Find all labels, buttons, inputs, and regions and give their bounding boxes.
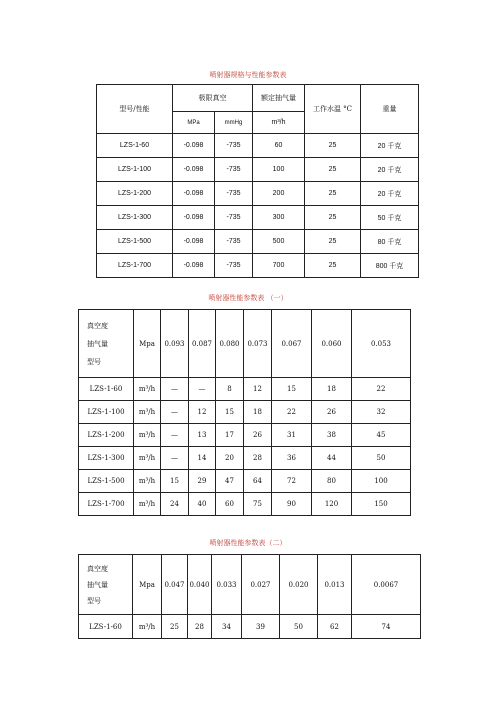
table-cell: 8 [216,378,244,401]
table-cell: 90 [272,493,312,516]
table-cell: 150 [352,493,411,516]
pressure-header: 0.093 [161,310,189,378]
table-cell: 72 [272,470,312,493]
table-cell: 20 [216,447,244,470]
performance-table-2 [78,554,421,639]
table-cell: -0.098 [173,230,215,254]
table-cell: 25 [305,206,361,230]
table-cell: 14 [189,447,216,470]
pressure-header: 0.080 [216,310,244,378]
table-cell: -0.098 [173,158,215,182]
table-cell: -0.098 [173,206,215,230]
pressure-header: 0.020 [280,555,318,615]
table-cell: LZS-1-700 [79,493,134,516]
table-cell: 64 [244,470,272,493]
pressure-header: 0.033 [212,555,242,615]
table-cell: m³/h [134,378,161,401]
table-cell: 18 [312,378,352,401]
header-mpa: MPa [173,112,215,134]
table-cell: 20 千克 [361,158,419,182]
table-cell: 20 千克 [361,182,419,206]
table-row [97,254,419,278]
header-vacuum: 极限真空 [173,85,253,112]
pressure-header: 0.067 [272,310,312,378]
pressure-header: 0.027 [242,555,280,615]
pressure-header: 0.060 [312,310,352,378]
table-cell: 25 [305,158,361,182]
corner-vacuum: 真空度 [87,321,108,330]
table-cell: LZS-1-200 [79,424,134,447]
table-cell: LZS-1-700 [97,254,173,278]
table-cell: 15 [216,401,244,424]
table-cell: 39 [242,615,280,639]
table-cell: — [161,401,189,424]
corner-model: 型号 [87,596,101,605]
table-cell: 25 [162,615,188,639]
corner-model: 型号 [87,357,101,366]
table-row [97,134,419,158]
table-cell: -735 [215,230,253,254]
table-row [79,470,411,493]
table-cell: LZS-1-100 [79,401,134,424]
table-cell: 17 [216,424,244,447]
table-row [97,158,419,182]
pressure-header: 0.0067 [352,555,421,615]
table-cell: LZS-1-60 [79,378,134,401]
corner-cell [79,555,133,615]
table-cell: 50 [280,615,318,639]
corner-vacuum: 真空度 [87,564,108,573]
table-cell: m³/h [134,401,161,424]
table-cell: 28 [188,615,212,639]
table-cell: 36 [272,447,312,470]
table-cell: 200 [253,182,305,206]
table-cell: -735 [215,206,253,230]
table-cell: 74 [352,615,421,639]
table-cell: -0.098 [173,182,215,206]
table2-title: 喷射器性能参数表 （一） [208,294,288,302]
table-cell: -0.098 [173,134,215,158]
table-cell: 120 [312,493,352,516]
table3-title: 喷射器性能参数表（二） [209,539,287,547]
table-cell: LZS-1-200 [97,182,173,206]
table-cell: 500 [253,230,305,254]
table-cell: LZS-1-500 [97,230,173,254]
table-cell: 60 [216,493,244,516]
table-cell: 29 [189,470,216,493]
table-cell: LZS-1-60 [97,134,173,158]
table-cell: 25 [305,134,361,158]
table-cell: 34 [212,615,242,639]
table-cell: 18 [244,401,272,424]
table-row [97,230,419,254]
table-cell: 15 [161,470,189,493]
table-cell: 75 [244,493,272,516]
table-row [79,447,411,470]
table-row [97,182,419,206]
table-cell: 22 [352,378,411,401]
corner-flow: 抽气量 [87,339,108,348]
header-model: 型号/性能 [97,85,173,134]
table-cell: 62 [318,615,352,639]
table-cell: -735 [215,182,253,206]
table-cell: 32 [352,401,411,424]
pressure-header: 0.073 [244,310,272,378]
table-cell: 28 [244,447,272,470]
table-cell: 80 [312,470,352,493]
table-cell: LZS-1-60 [79,615,133,639]
table-cell: 47 [216,470,244,493]
table-cell: m³/h [133,615,162,639]
table-row [79,378,411,401]
table-row [97,206,419,230]
unit-header: Mpa [133,555,162,615]
header-flow-unit: m³/h [253,112,305,134]
table-cell: 50 千克 [361,206,419,230]
performance-table-1 [78,309,411,516]
pressure-header: 0.053 [352,310,411,378]
table-cell: 700 [253,254,305,278]
table-cell: 24 [161,493,189,516]
table-row [79,615,421,639]
table-row [79,401,411,424]
table-cell: LZS-1-300 [97,206,173,230]
pressure-header: 0.040 [188,555,212,615]
table-cell: LZS-1-300 [79,447,134,470]
pressure-header: 0.013 [318,555,352,615]
table-cell: LZS-1-500 [79,470,134,493]
table-cell: -735 [215,254,253,278]
table-cell: — [161,424,189,447]
pressure-header: 0.087 [189,310,216,378]
table1-title: 喷射器规格与性能参数表 [209,71,287,79]
table-cell: — [189,378,216,401]
table-cell: 45 [352,424,411,447]
table-cell: 31 [272,424,312,447]
table-cell: 40 [189,493,216,516]
header-mmhg: mmHg [215,112,253,134]
table-cell: -735 [215,158,253,182]
table-cell: 100 [352,470,411,493]
corner-cell [79,310,134,378]
table-cell: 12 [244,378,272,401]
table-cell: m³/h [134,493,161,516]
unit-header: Mpa [134,310,161,378]
table-cell: 25 [305,254,361,278]
header-weight: 重量 [361,85,419,134]
table-cell: 300 [253,206,305,230]
spec-table [96,84,419,278]
table-cell: 22 [272,401,312,424]
table-cell: m³/h [134,424,161,447]
header-temp: 工作水温 °C [305,85,361,134]
table-cell: 800 千克 [361,254,419,278]
table-cell: — [161,447,189,470]
table-cell: m³/h [134,470,161,493]
table-cell: 25 [305,182,361,206]
table-cell: 15 [272,378,312,401]
table-row [79,424,411,447]
table-cell: 20 千克 [361,134,419,158]
table-cell: 60 [253,134,305,158]
table-cell: -0.098 [173,254,215,278]
header-flow: 额定抽气量 [253,85,305,112]
table-row [79,493,411,516]
table-cell: m³/h [134,447,161,470]
corner-flow: 抽气量 [87,580,108,589]
table-cell: 100 [253,158,305,182]
pressure-header: 0.047 [162,555,188,615]
table-cell: 26 [244,424,272,447]
table-cell: 80 千克 [361,230,419,254]
table-cell: 26 [312,401,352,424]
table-cell: -735 [215,134,253,158]
table-cell: 12 [189,401,216,424]
table-cell: 44 [312,447,352,470]
table-cell: — [161,378,189,401]
table-cell: 38 [312,424,352,447]
table-cell: 25 [305,230,361,254]
table-cell: LZS-1-100 [97,158,173,182]
table-cell: 50 [352,447,411,470]
table-cell: 13 [189,424,216,447]
